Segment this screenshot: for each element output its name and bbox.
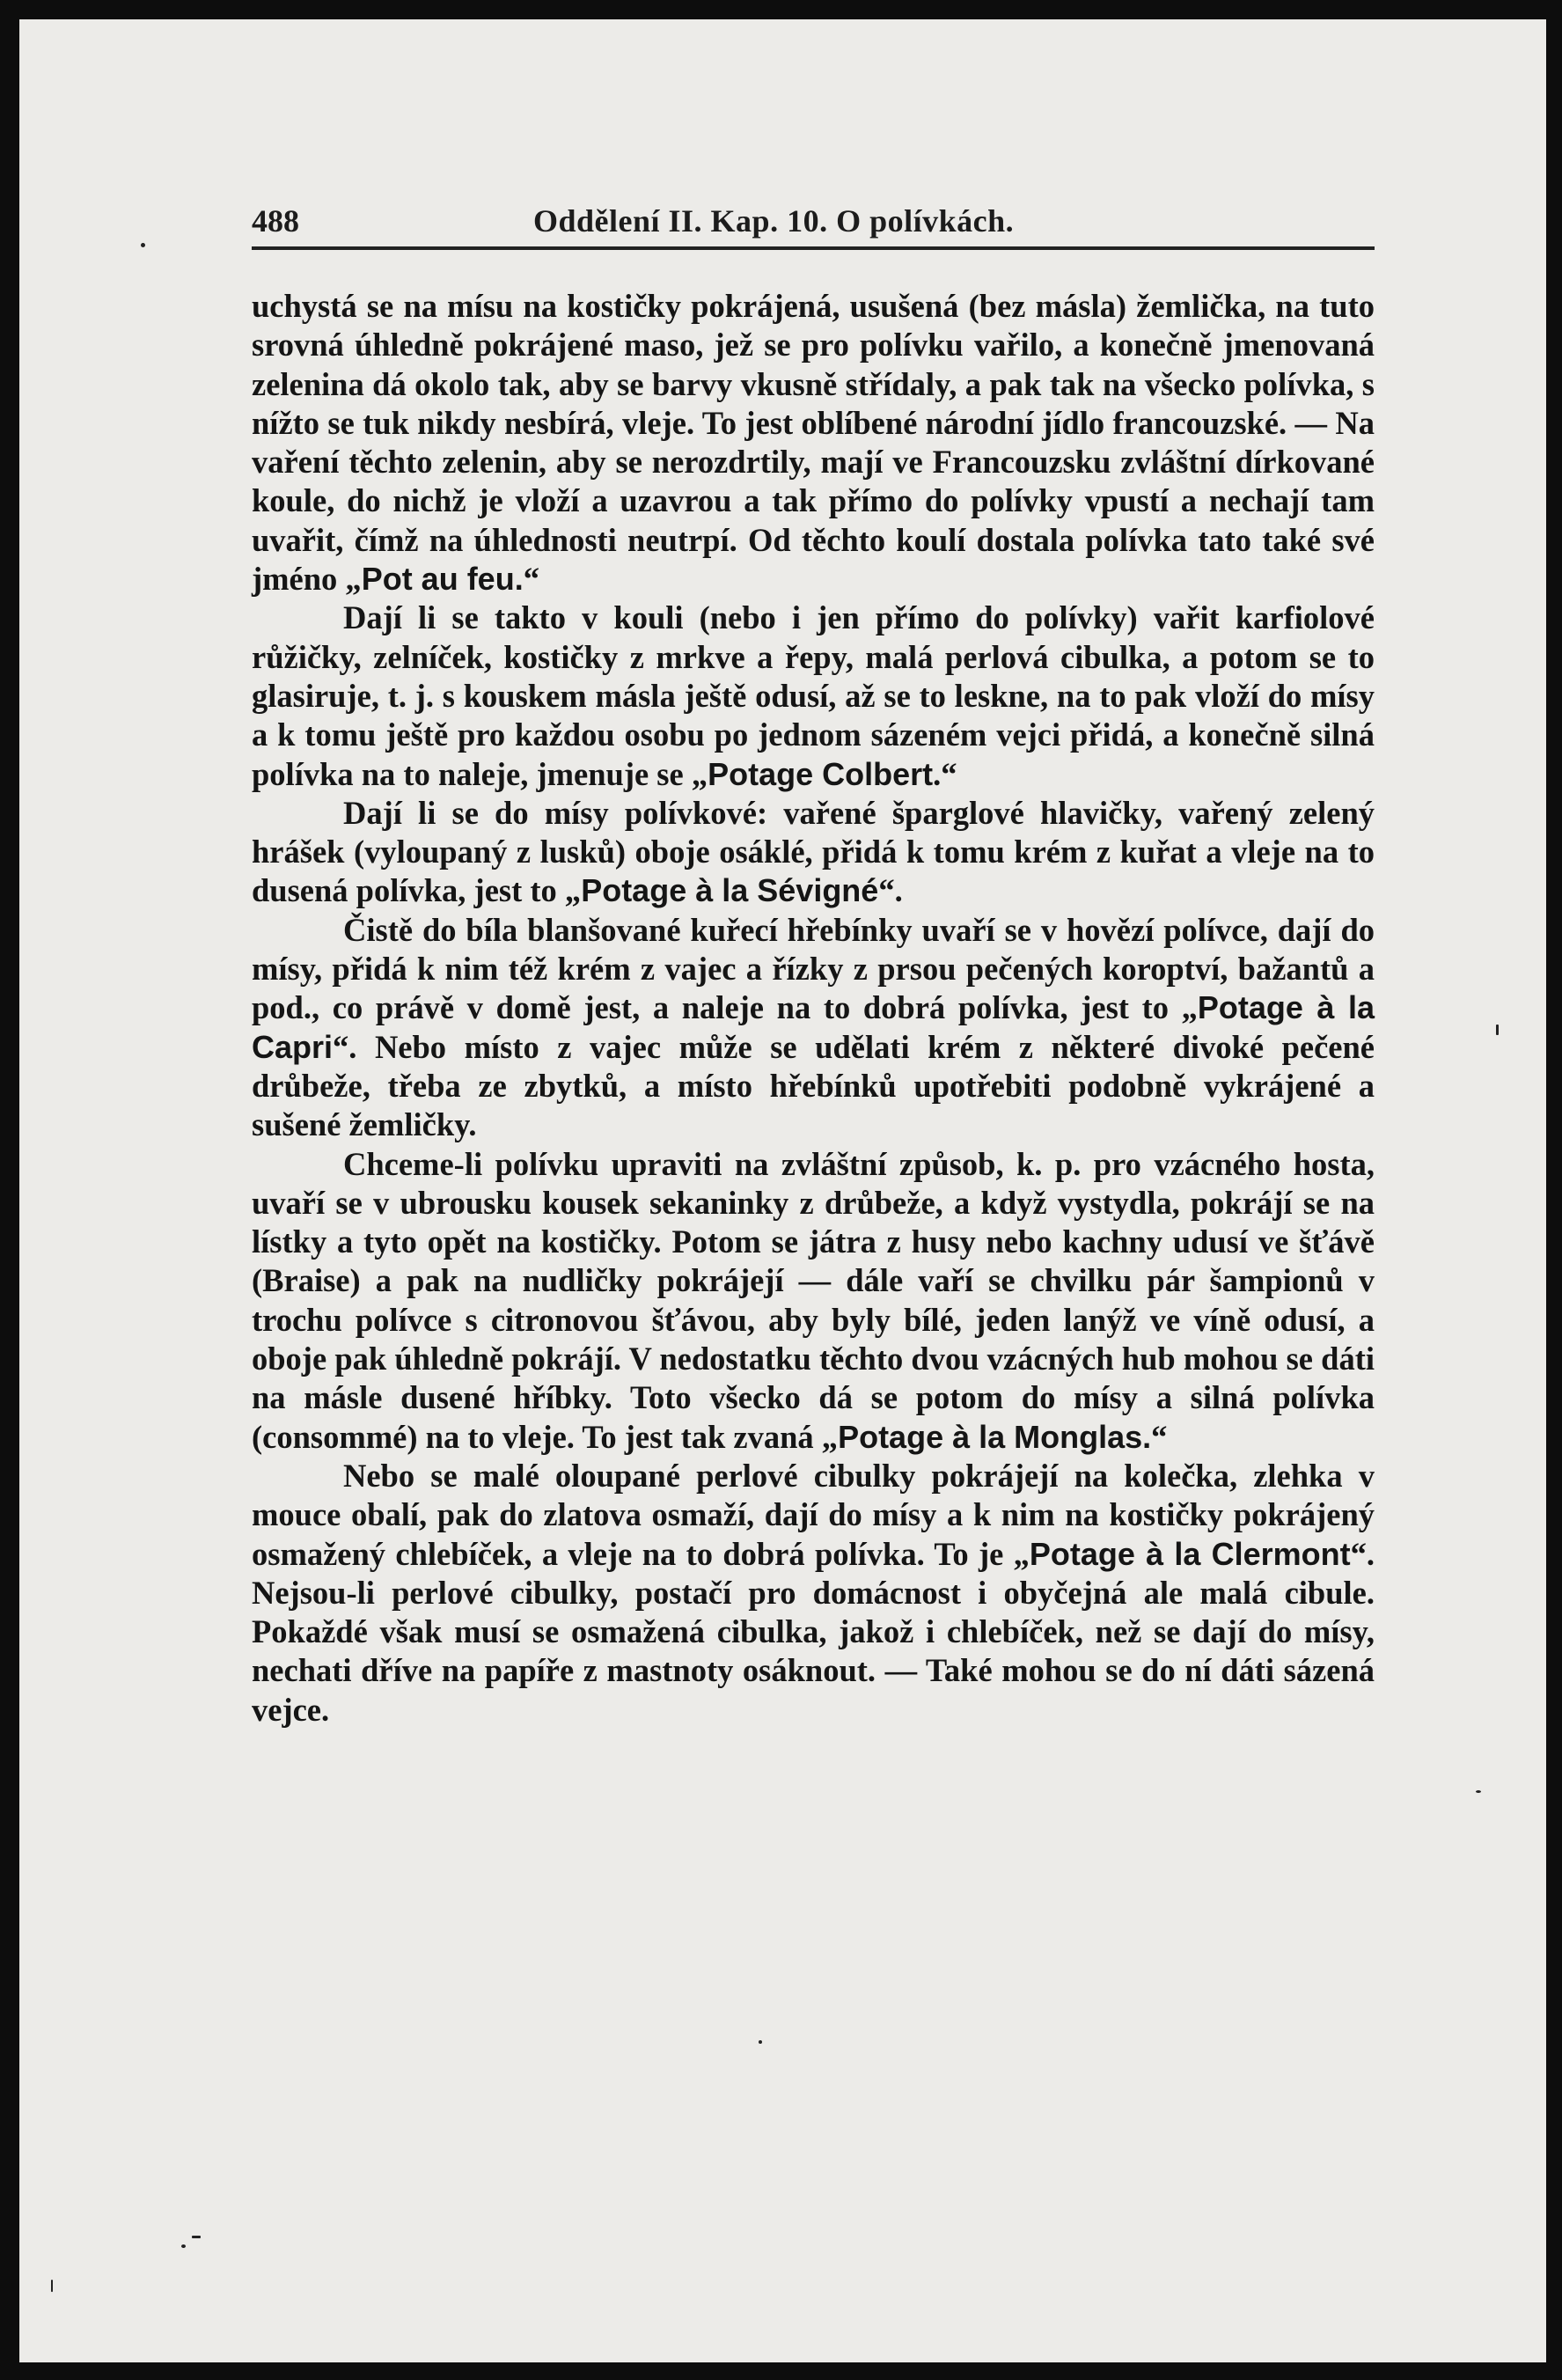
page-header — [252, 201, 1375, 250]
paragraph-6: Nebo se malé oloupané perlové cibulky pokrájejí na kolečka, zlehka v mouce obalí, pak do zlatova osmaží, dají do mísy a k nim na kostičky pokrájený osmažený chlebíček, a vleje na to dobrá polívka. To je „Potage à la Clermont“. Nejsou-li perlové cibulky, postačí pro domácnost i obyčejná ale malá cibule. Pokaždé však musí se osmažená cibulka, jakož i chlebíček, než se dají do mísy, nechati dříve na papíře z mastnoty osáknout. — Také mohou se do ní dáti sázená vejce. — [252, 1457, 1375, 1728]
page-number: 488 — [252, 203, 299, 239]
scan-speck — [51, 2280, 53, 2292]
scan-speck — [1496, 1025, 1499, 1035]
dish-name-potage-monglas: Potage à la Monglas. — [838, 1418, 1152, 1455]
dish-name-pot-au-feu: Pot au feu. — [361, 561, 524, 598]
dish-name-potage-colbert: Potage Colbert — [708, 755, 934, 792]
scan-speck — [141, 243, 145, 247]
dish-name-potage-clermont: Potage à la Clermont — [1029, 1535, 1351, 1572]
scan-speck — [192, 2236, 201, 2238]
paragraph-3: Dají li se do mísy polívkové: vařené šparglové hlavičky, vařený zelený hrášek (vyloupaný z lusků) oboje osáklé, přidá k tomu krém z kuřat a vleje na to dusená polívka, jest to „Potage à la Sévigné“. — [252, 794, 1375, 909]
dish-name-potage-capri: Potage à la Capri — [252, 989, 1375, 1065]
paragraph-4: Čistě do bíla blanšované kuřecí hřebínky uvaří se v hovězí polívce, dají do mísy, přidá k nim též krém z vajec a řízky z prsou pečených koroptví, bažantů a pod., co právě v domě jest, a naleje na to dobrá polívka, jest to „Potage à la Capri“. Nebo místo z vajec může se udělati krém z některé divoké pečené drůbeže, třeba ze zbytků, a místo hřebínků upotřebiti podobně vykrájené a sušené žemličky. — [252, 911, 1375, 1143]
paragraph-1: uchystá se na mísu na kostičky pokrájená, usušená (bez másla) žemlička, na tuto srovná úhledně pokrájené maso, jež se pro polívku vařilo, a konečně jmenovaná zelenina dá okolo tak, aby se barvy vkusně střídaly, a pak tak na všecko polívka, s nížto se tuk nikdy nesbírá, vleje. To jest oblíbené národní jídlo francouzské. — Na vaření těchto zelenin, aby se nerozdrtily, mají ve Francouzsku zvláštní dírkované koule, do nichž je vloží a uzavrou a tak přímo do polívky vpustí a nechají tam uvařit, čímž na úhlednosti neutrpí. Od těchto koulí dostala polívka tato také své jméno „Pot au feu.“ — [252, 288, 1375, 598]
dish-name-potage-sevigne: Potage à la Sévigné — [581, 872, 879, 909]
paragraph-5: Chceme-li polívku upraviti na zvláštní způsob, k. p. pro vzácného hosta, uvaří se v ubrousku kousek sekaninky z drůbeže, a když vystydla, pokrájí se na lístky a tyto opět na kostičky. Potom se játra z husy nebo kachny udusí ve šťávě (Braise) a pak na nudličky pokrájejí — dále vaří se chvilku pár šampionů v trochu polívce s citronovou šťávou, aby byly bílé, jeden lanýž ve víně odusí, a oboje pak úhledně pokrájí. V nedostatku těchto dvou vzácných hub mohou se dáti na másle dusené hříbky. Toto všecko dá se potom do mísy a silná polívka (consommé) na to vleje. To jest tak zvaná „Potage à la Monglas.“ — [252, 1145, 1375, 1455]
scan-speck — [181, 2244, 186, 2248]
running-title: Oddělení II. Kap. 10. O polívkách. — [533, 203, 1015, 239]
scan-speck — [1476, 1790, 1481, 1793]
page-body — [252, 287, 1375, 1730]
scan-speck — [759, 2040, 762, 2044]
paragraph-2: Dají li se takto v kouli (nebo i jen přímo do polívky) vařit karfiolové růžičky, zelníček, kostičky z mrkve a řepy, malá perlová cibulka, a potom se to glasiruje, t. j. s kouskem másla ještě odusí, až se to leskne, na to pak vloží do mísy a k tomu ještě pro každou osobu po jednom sázeném vejci přidá, a konečně silná polívka na to naleje, jmenuje se „Potage Colbert.“ — [252, 599, 1375, 792]
